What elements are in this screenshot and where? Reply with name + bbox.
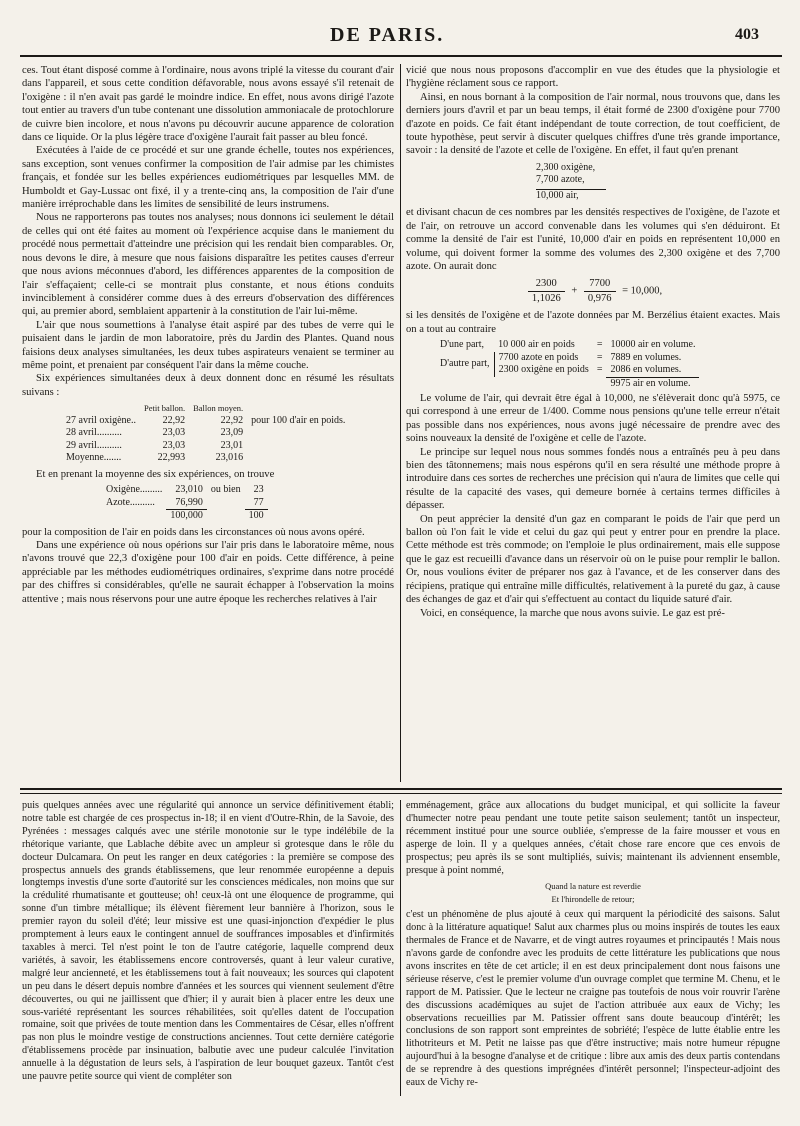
paragraph: et divisant chacun de ces nombres par les densités respectives de l'oxigène, de l'azote et de l'air, on retrouve un accord convenable dans les volumes qui s'en déduiront. Et comme la densité de l'air est l'unité, 10,000 d'air en poids en représentent 10,000 en volume, qui doivent former la somme des volumes des 2,300 oxigène et des 7,700 azote. On aurait donc	[406, 207, 780, 272]
table-cell: 23,09	[220, 427, 244, 439]
table-row	[62, 440, 349, 453]
paragraph: puis quelques années avec une régularité qui annonce un service définitivement établi; notre table est chargée de ces prospectus in-18; il en vient d'Outre-Rhin, de la Savoie, des Pyrénées : messages calqués avec une stérile monotonie sur le type indélébile de la rhétorique variante, que Lablache débite avec un ampleur si grotesque dans le rôle du docteur Dulcamara. On peut les ranger en deux catégories : la première se compose des prospectus annuels des grands établissemens, que leur renommée européenne a depuis longtemps investis d'une sorte d'autorité sur les consciences médicales, non moins que sur la crédulité rhumatisante et goutteuse; oh! ceux-là ont une éloquence de programme, qui sonne d'un timbre métallique; ils élèvent fièrement leur bannière à l'horizon, sous le premier rayon du soleil d'été; leur missive est une quasi-injonction d'expédier le plus promptement à leurs eaux le contingent annuel de souffrances imposables et d'infirmités taxables à merci. Tel n'est point le ton de l'autre catégorie, laquelle comprend deux variétés, à savoir, les établissemens encore controversés, quant à leur valeur curative, malgré leur ancienneté, et les établissemens tout à fait nouveaux; les sources qui clapotent un peu dans le désert depuis nombre d'années et les sources qui viennent seulement d'être découvertes, ou qui ne jaillissent que d'hier; il y aurait bien à placer entre les deux une sous-variété représentant les sources réhabilitées, soit qu'elles datent de l'occupation romaine, soit que privées de toute mention dans les Commentaires de César, elles n'offrent pas non plus le moindre vestige de constructions anciennes. Tout cette dernière catégorie d'établissemens procède par insinuation, balbutie avec une pudeur calculée l'invitation annuelle à la dégustation de leurs sels, à l'aspiration de leur bouquet gazeux. Tantôt c'est une pauvre petite source qui vient de compléter son	[22, 800, 394, 1083]
table-row	[62, 452, 349, 465]
table-cell: 23,010	[175, 484, 203, 496]
table-cell: Oxigène.........	[106, 484, 163, 496]
table-cell: 100	[245, 510, 268, 523]
sum-line: 2,300 oxigène,	[536, 161, 596, 173]
paragraph: On peut apprécier la densité d'un gaz en comparant le poids de l'air que perd un ballon où l'on fait le vide et celui du gaz qui peut y entrer pour en prendre la place. Cette méthode est très commode; on l'emploie le plus ordinairement, mais elle suppose que le gaz est recueilli d'avance dans un réservoir où on le puise pour remplir le ballon. Or, nous voulions éviter de préparer nos gaz à l'avance, et de les conserver dans des récipiens, pratique qui entraîne mille difficultés, relativement à la pureté du gaz, à cause des échanges de gaz et d'air qui s'effectuent au contact du liquide saturé d'air.	[406, 513, 780, 606]
table-cell: 23,01	[220, 439, 244, 451]
table-row	[62, 415, 349, 428]
fraction: $\frac{2300}{1,1026}$	[528, 277, 565, 305]
paragraph: Nous ne rapporterons pas toutes nos analyses; nous donnons ici seulement le détail de celles qui ont été faites au moment où l'expérience acquise dans le maniement du procédé nous permettait d'atteindre une précision qui les rendait bien comparables. Or, nous devons le dire, à mesure que nous faisions disparaître les petites causes d'erreur que nous avions méconnues d'abord, les différences apparentes de la composition de l'air s'effaçaient; celle-ci se montrait plus constante, et nous étions conduits invinciblement à considérer comme dues à des erreurs d'observation des différences qui, au premier abord, semblaient appartenir à la constitution de l'air lui-même.	[22, 212, 394, 318]
paragraph: pour la composition de l'air en poids dans les circonstances où nous avons opéré.	[22, 526, 365, 538]
section-rule	[20, 788, 782, 790]
table-cell: pour 100 d'air en poids.	[251, 414, 346, 426]
paragraph: Ainsi, en nous bornant à la composition de l'air normal, nous trouvons que, dans les derniers jours d'avril et par un beau temps, il était formé de 2300 d'oxigène pour 7700 d'azote en poids. Ce fait étant indépendant de toute correction, de tout coefficient, de toute hypothèse, peut servir à discuter quelques chiffres d'une très grande importance, savoir : la densité de l'azote et celle de l'oxigène. En effet, il faut qu'en prenant	[406, 91, 780, 157]
right-top-column	[406, 64, 780, 782]
table-cell: 7889 en volumes.	[610, 351, 682, 363]
fraction: $\frac{7700}{0,976}$	[584, 277, 616, 305]
column-rule	[400, 800, 401, 1096]
table-row	[102, 484, 268, 497]
table-cell: 29 avril..........	[66, 439, 122, 451]
column-rule	[400, 64, 401, 782]
sum-line: 7,700 azote,	[536, 174, 585, 186]
table-cell: 23,03	[162, 439, 186, 451]
results-table	[62, 402, 349, 465]
table-cell: 22,993	[157, 452, 186, 464]
table-cell: =	[596, 364, 603, 375]
table-cell: 27 avril oxigène..	[66, 414, 136, 426]
paragraph: Et en prenant la moyenne des six expériences, on trouve	[36, 468, 275, 480]
table-cell: 9975 air en volume.	[606, 377, 699, 390]
table-row	[436, 352, 699, 365]
quote-line: Quand la nature est reverdie	[545, 881, 641, 892]
table-cell: 22,92	[220, 414, 244, 426]
quote-line: Et l'hirondelle de retour;	[551, 894, 635, 905]
paragraph: c'est un phénomène de plus ajouté à ceux qui marquent la périodicité des saisons. Salut donc à la littérature aquatique! Salut aux charmes plus ou moins inspirés de toutes les eaux thermales de France et de Navarre, et de vingt autres royaumes et principautés ! Mais nous n'avons garde de confondre avec les produits de cette littérature les publications que nous avons inscrites en tête de cet article; il en est deux principalement dont nous faisons une sérieuse réserve, c'est le premier volume d'un ouvrage complet que termine M. Chenu, et le rapport de M. Patissier. Que le lecteur ne craigne pas toutefois de nous voir rouvrir l'arène des discussions académiques au sujet de l'action attribuée aux eaux de Vichy; les observations recueillies par M. Patissier offrent sans doute beaucoup d'intérêt; les conclusions de son rapport sont empreintes de sobriété; l'espèce de lutte établie entre les lithotriteurs et M. Petit ne laisse pas que d'être instructive; mais notre humeur répugne aujourd'hui à la besogne d'analyse et de critique : libre aux amis des deux partis contendans de se reprendre à des questions imprégnées d'intérêt personnel; l'inspecteur-adjoint des eaux de Vichy re-	[406, 909, 780, 1089]
left-bottom-column	[22, 800, 394, 1096]
table-cell: Moyenne.......	[66, 452, 122, 464]
table-cell: 23	[253, 484, 264, 496]
paragraph: L'air que nous soumettions à l'analyse était aspiré par des tubes de verre qui le puisaient dans le jardin de mon laboratoire, près du Jardin des Plantes. Quand nous faisions deux analyses simultanées, les deux tubes aspirateurs venaient se terminer au même point, et prenaient par conséquent l'air dans la même couche.	[22, 319, 394, 371]
left-top-column	[22, 64, 394, 782]
equation: $\frac{2300}{1,1026}$ + $\frac{7700}{0,976}$ = 10,000,	[406, 277, 780, 305]
paragraph: ces. Tout étant disposé comme à l'ordinaire, nous avons triplé la vitesse du courant d'air dans l'appareil, et sous cette condition défavorable, nous avons essayé s'il retenait de l'oxigène : il n'en avait pas gardé le moindre indice. En effet, nous avons dirigé l'azote tout entier au travers d'un tube contenant une dissolution ammoniacale de protochlorure de cuivre bien incolore, et nous n'avons pu découvrir aucune apparence de coloration dans ce liquide. Or la plus légère trace d'oxigène l'aurait fait passer au bleu foncé.	[22, 65, 394, 144]
table-row	[102, 497, 268, 510]
paragraph: vicié que nous nous proposons d'accomplir en vue des études que la physiologie et l'hygiène réclament sous ce rapport.	[406, 65, 780, 90]
paragraph: emménagement, grâce aux allocations du budget municipal, et qui sollicite la faveur d'humecter notre peau pendant une toute petite saison seulement; tantôt un inspecteur, récemment institué pour une source oubliée, s'empresse de la faire mousser et vous en asperge de loin. Il y a quelques années, c'était chose rare encore que ces envois de prospectus; peu après ils se sont multipliés, suivis; maintenant ils adviennent ensemble, presque à point nommé,	[406, 800, 780, 876]
paragraph: Exécutées à l'aide de ce procédé et sur une grande échelle, toutes nos expériences, sans exception, sont venues confirmer la composition de l'air admise par les chimistes français, et fondée sur les belles expériences eudiométriques par lesquelles MM. de Humboldt et Gay-Lussac ont fixé, il y a trente-cinq ans, la composition de l'air d'une manière irréprochable dans les limites de sensibilité de leurs instrumens.	[22, 145, 394, 211]
table-cell	[207, 497, 245, 510]
table-cell	[247, 440, 349, 453]
table-cell: 77	[253, 496, 264, 508]
page-header	[0, 20, 800, 50]
page-number: 403	[735, 26, 759, 43]
table-cell: 22,92	[162, 414, 186, 426]
paragraph: Le principe sur lequel nous nous sommes fondés nous a entraînés peu à peu dans bien des tâtonnemens; mais nous espérons qu'il en sera résulté une méthode propre à introduire dans ces sortes de recherches une précision qui n'aura de limites que celle qui résulte de la capacité des vases, qui demeure bornée à certains termes difficiles à dépasser.	[406, 446, 780, 512]
page-title: DE PARIS.	[330, 24, 445, 46]
sum-block	[536, 162, 780, 203]
table-head: Petit ballon.	[143, 403, 186, 414]
density-table	[436, 339, 699, 390]
table-cell: 10 000 air en poids	[498, 339, 575, 350]
table-cell: ou bien	[210, 484, 241, 496]
table-cell: 100,000	[166, 510, 207, 523]
table-row	[62, 427, 349, 440]
paragraph: Dans une expérience où nous opérions sur l'air pris dans le laboratoire même, nous n'avons trouvé que 22,3 d'oxigène pour 100 d'air en poids. Cette différence, à peine appréciable par les méthodes eudiométriques ordinaires, s'exprime dans notre procédé par des chiffres si considérables, qu'elle ne saurait échapper à l'observation la moins attentive ; mais nous réservons pour une autre époque les recherches relatives à l'air	[22, 539, 394, 605]
table-cell: =	[596, 351, 603, 363]
paragraph: Le volume de l'air, qui devrait être égal à 10,000, ne s'élèverait donc qu'à 5975, ce qui correspond à une erreur de 1/400. Comme nous pensions qu'une telle erreur n'était pas possible dans nos expériences, nous avons jugé nécessaire de prendre avec des soins nouveaux la densité de l'oxigène et celle de l'azote.	[406, 393, 780, 445]
table-row	[436, 339, 699, 352]
header-rule	[20, 55, 782, 57]
table-cell: 7700 azote en poids	[494, 352, 593, 365]
table-cell: 10000 air en volume.	[610, 339, 696, 350]
table-cell: 23,016	[215, 452, 244, 464]
table-row	[436, 377, 699, 390]
table-cell	[247, 427, 349, 440]
paragraph: Voici, en conséquence, la marche que nous avons suivie. Le gaz est pré-	[420, 607, 725, 619]
paragraph: Six expériences simultanées deux à deux donnent donc en résumé les résultats suivans :	[22, 373, 394, 398]
table-cell: 2300 oxigène en poids	[494, 364, 593, 377]
table-cell: 28 avril..........	[66, 427, 122, 439]
table-cell: Azote..........	[106, 496, 155, 508]
table-cell: =	[596, 339, 603, 350]
right-bottom-column	[406, 800, 780, 1096]
table-cell: 2086 en volumes.	[610, 364, 682, 375]
paragraph: si les densités de l'oxigène et de l'azote données par M. Berzélius étaient exactes. Mais on a tout au contraire	[406, 310, 780, 335]
mean-table	[102, 484, 268, 523]
table-cell: D'autre part,	[440, 358, 490, 369]
table-row	[102, 510, 268, 523]
table-cell: 23,03	[162, 427, 186, 439]
section-rule-thin	[20, 793, 782, 794]
table-cell: 76,990	[175, 496, 203, 508]
sum-total: 10,000 air,	[536, 189, 606, 203]
table-head: Ballon moyen.	[193, 403, 244, 414]
table-cell: D'une part,	[440, 339, 485, 350]
